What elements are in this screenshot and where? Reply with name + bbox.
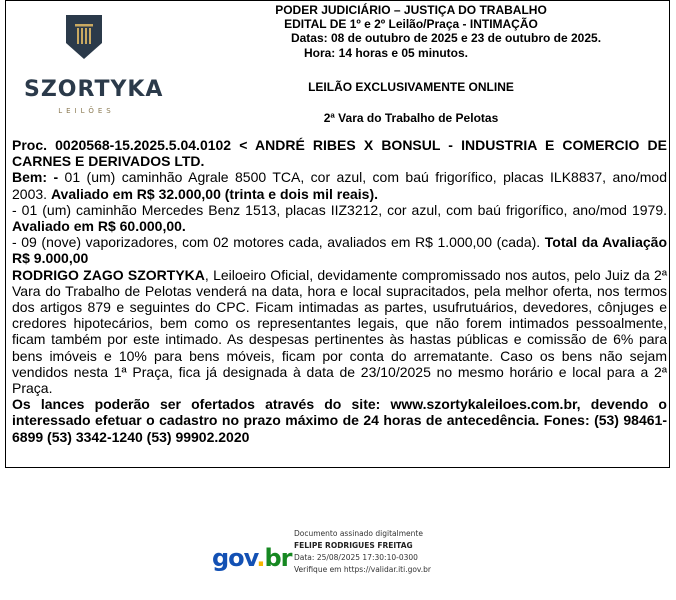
govbr-logo-br: br [264,544,292,572]
bem-3-text: - 09 (nove) vaporizadores, com 02 motores cada, avaliados em R$ 1.000,00 (cada). [12,234,545,251]
lances-texto: Os lances poderão ser ofertados através do site: www.szortykaleiloes.com.br, devendo o interessado efetuar o cadastro no prazo máximo de 24 horas de antecedência. Fones: (53) 98461-6899 (53) 3342-1240 (53) 99902.2020 [12,396,667,445]
leiloeiro-texto: , Leiloeiro Oficial, devidamente compromissado nos autos, pelo Juiz da 2ª Vara do Trabalho de Pelotas venderá na data, hora e local supracitados, pela melhor oferta, nos termos dos artigos 879 e seguintes do CPC. Ficam intimadas as partes, usufrutuários, devedores, cônjuges e credores hipotecários, bem como os representantes legais, que não forem intimados pessoalmente, ficam também por este intimado. As despesas pertinentes às hastas públicas e comissão de 6% para bens imóveis e 10% para bens móveis, ficam por conta do arrematante. Caso os bens não sejam vendidos nesta 1ª Praça, fica já designada à data de 23/10/2025 no mesmo horário e local para a 2ª Praça. [12,266,667,397]
signature-title: Documento assinado digitalmente [294,529,423,538]
leiloeiro-nome: RODRIGO ZAGO SZORTYKA [12,266,205,283]
header-line-3: Datas: 08 de outubro de 2025 e 23 de outubro de 2025. [290,31,602,45]
logo-wordmark: SZORTYKA [24,77,164,102]
leiloeiro-paragraph [12,267,667,397]
bem-2-valor: Avaliado em R$ 60.000,00. [12,218,186,235]
szortyka-logo [24,11,164,119]
edital-body [12,137,667,445]
lances-paragraph [12,396,667,445]
header-line-5: LEILÃO EXCLUSIVAMENTE ONLINE [308,80,514,94]
bem-1-paragraph [12,169,667,201]
processo-paragraph [12,137,667,169]
digital-signature-stamp [208,528,498,590]
processo-numero: Proc. 0020568-15.2025.5.04.0102 < ANDRÉ RIBES X BONSUL - INDUSTRIA E COMERCIO DE CARNES E DERIVADOS LTD. [12,137,667,170]
bem-1-text: 01 (um) caminhão Agrale 8500 TCA, cor azul, com baú frigorífico, placas ILK8837, ano/mod 2003. [12,169,667,202]
bem-3-valor: Total da Avaliação R$ 9.000,00 [12,234,667,267]
edital-header [6,1,669,131]
bem-2-paragraph [12,202,667,234]
signature-verify-link: Verifique em https://validar.iti.gov.br [294,565,432,574]
signature-date: Data: 25/08/2025 17:30:10-0300 [294,553,418,562]
edital-box [5,0,670,468]
bem-2-text: - 01 (um) caminhão Mercedes Benz 1513, placas IIZ3212, cor azul, com baú frigorífico, ano/mod 1979. [12,201,667,218]
header-line-1: PODER JUDICIÁRIO – JUSTIÇA DO TRABALHO [275,3,547,17]
govbr-logo-gov: gov [212,544,257,572]
header-line-2: EDITAL DE 1º e 2º Leilão/Praça - INTIMAÇÃO [284,17,538,31]
govbr-logo-dot: . [256,544,265,572]
header-line-6: 2ª Vara do Trabalho de Pelotas [323,111,499,125]
bem-label: Bem: - [12,169,59,186]
shield-emblem-icon [64,13,104,61]
logo-subtitle: LEILÕES [58,107,115,115]
signature-details [294,528,431,576]
govbr-logo [212,544,292,572]
header-line-4: Hora: 14 horas e 05 minutos. [303,46,469,60]
bem-1-valor: Avaliado em R$ 32.000,00 (trinta e dois mil reais). [50,185,379,202]
bem-3-paragraph [12,234,667,266]
signature-name: FELIPE RODRIGUES FREITAG [294,541,413,550]
